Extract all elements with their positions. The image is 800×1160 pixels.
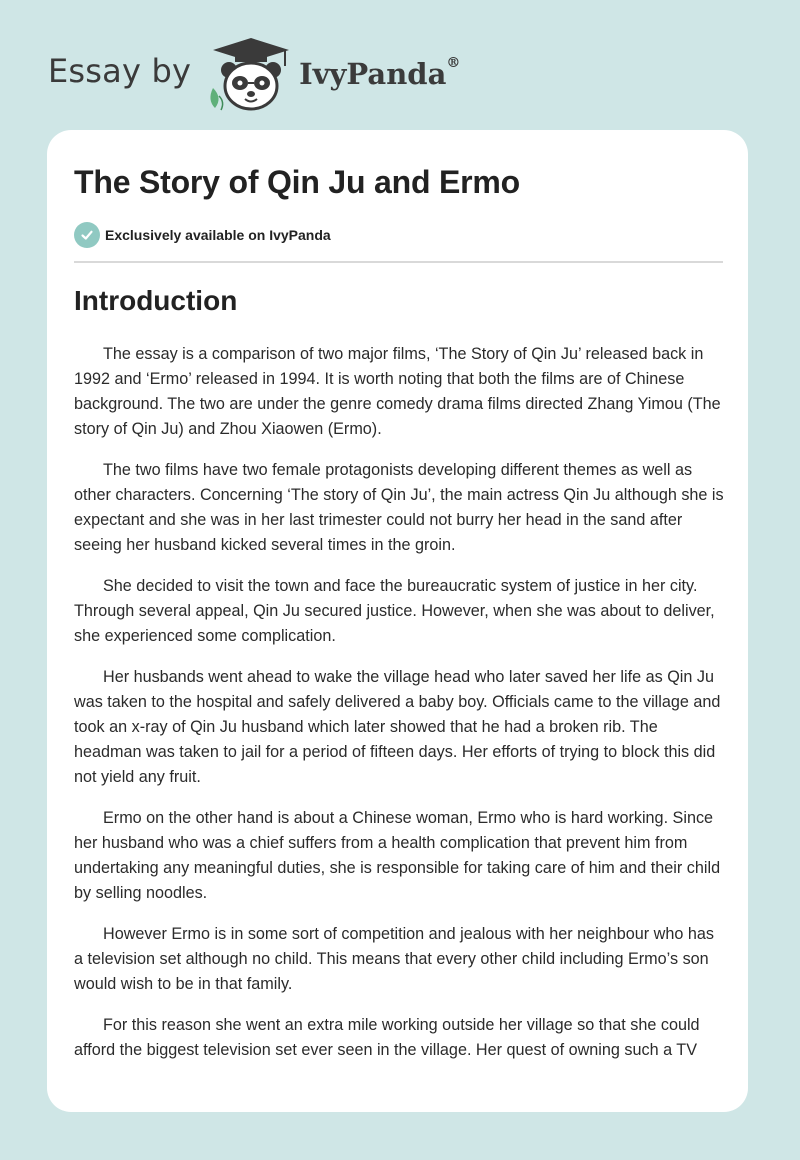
essay-title: The Story of Qin Ju and Ermo (74, 164, 520, 200)
panda-graduate-icon (205, 36, 297, 112)
paragraph: However Ermo is in some sort of competition and jealous with her neighbour who has a television set although no child. This means that every other child including Ermo’s son would wish to be in that family. (74, 925, 714, 993)
exclusive-label: Exclusively available on IvyPanda (105, 227, 331, 243)
paragraph: The essay is a comparison of two major films, ‘The Story of Qin Ju’ released back in 1992 and ‘Ermo’ released in 1994. It is worth noting that both the films are of Chinese background. The two are under the genre comedy drama films directed Zhang Yimou (The story of Qin Ju) and Zhou Xiaowen (Ermo). (74, 345, 721, 438)
brand-name: IvyPanda® (299, 55, 461, 91)
paragraph: For this reason she went an extra mile working outside her village so that she could afford the biggest television set ever seen in the village. Her quest of owning such a TV (74, 1016, 700, 1059)
essay-body (74, 342, 724, 1079)
paragraph: The two films have two female protagonists developing different themes as well as other characters. Concerning ‘The story of Qin Ju’, the main actress Qin Ju although she is expectant and she was in her last trimester could not burry her head in the sand after seeing her husband kicked several times in the groin. (74, 461, 724, 554)
brand-header (48, 34, 460, 114)
check-icon (74, 222, 100, 248)
paragraph: Her husbands went ahead to wake the village head who later saved her life as Qin Ju was taken to the hospital and safely delivered a baby boy. Officials came to the village and took an x-ray of Qin Ju husband which later showed that he had a broken rib. The headman was taken to jail for a period of fifteen days. Her efforts of trying to block this did not yield any fruit. (74, 668, 721, 786)
paragraph: She decided to visit the town and face the bureaucratic system of justice in her city. Through several appeal, Qin Ju secured justice. However, when she was about to deliver, she experienced some complication. (74, 577, 715, 645)
exclusive-badge (74, 222, 331, 248)
registered-mark: ® (446, 55, 461, 71)
section-heading: Introduction (74, 285, 238, 316)
divider (74, 261, 723, 263)
essay-card (47, 130, 748, 1112)
paragraph: Ermo on the other hand is about a Chinese woman, Ermo who is hard working. Since her husband who was a chief suffers from a health complication that prevent him from undertaking any meaningful duties, she is responsible for taking care of him and their child by selling noodles. (74, 809, 721, 902)
brand-prefix: Essay by (48, 52, 192, 90)
